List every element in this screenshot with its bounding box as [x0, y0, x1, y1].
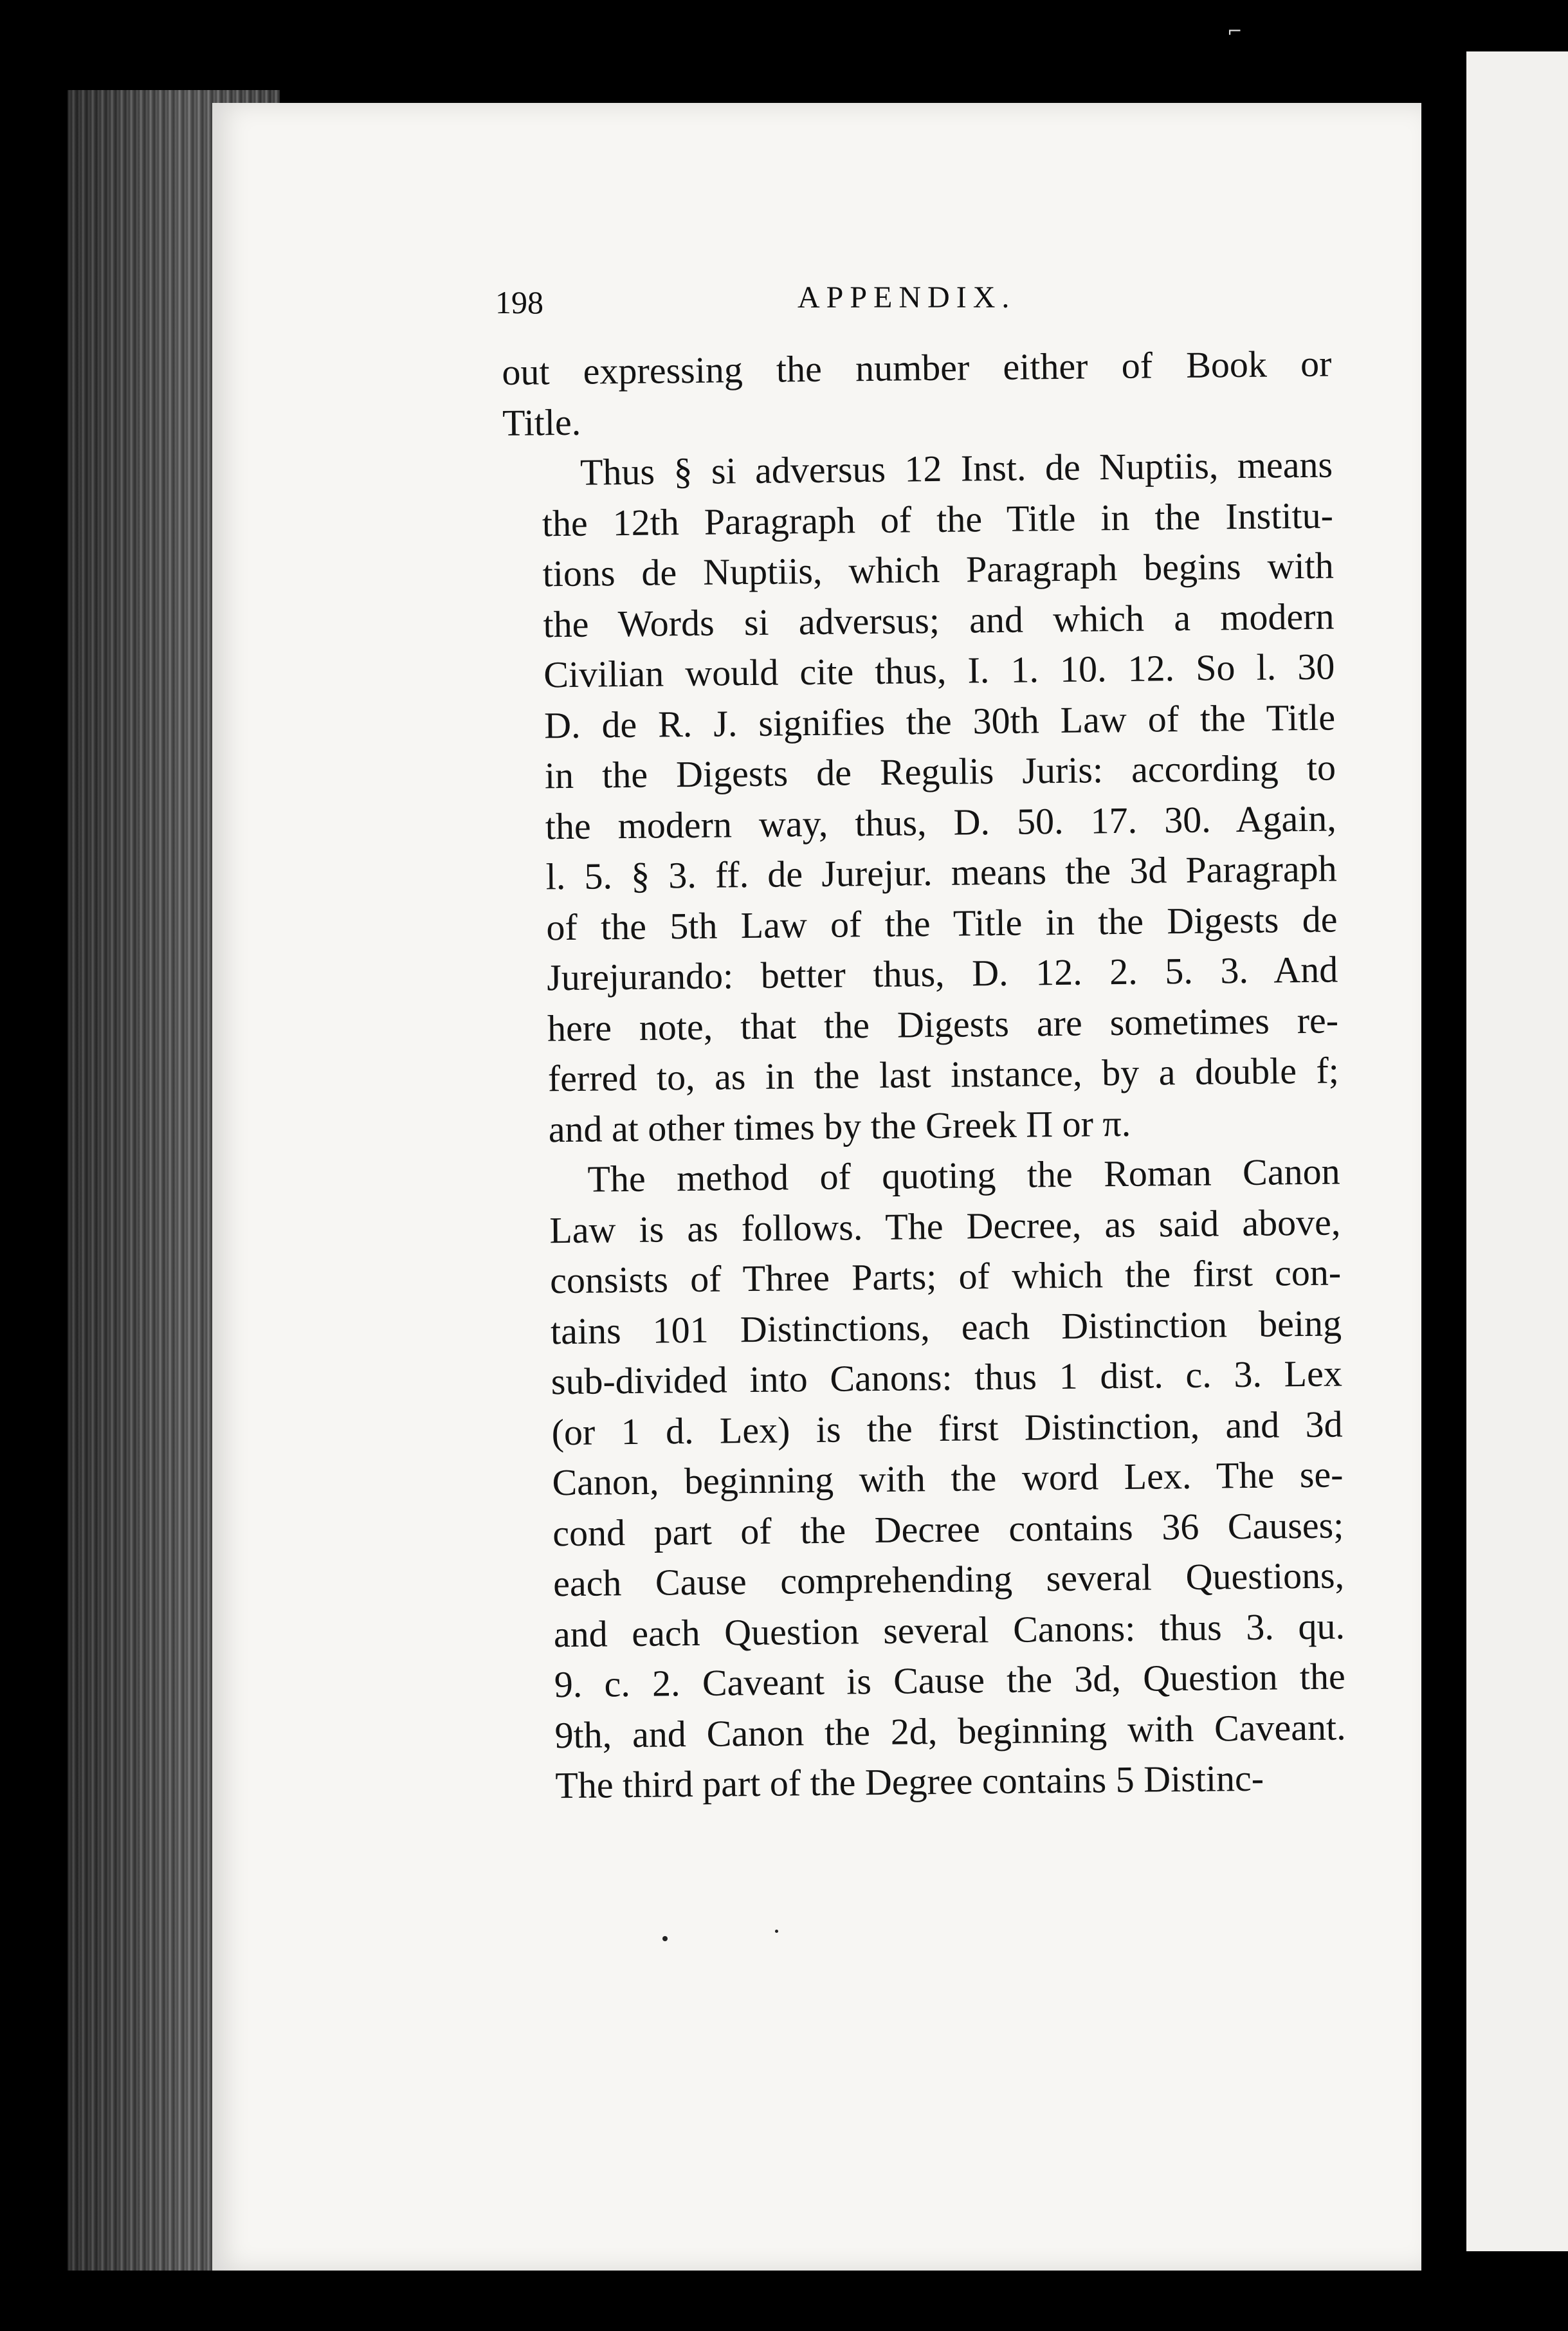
text-line: l. 5. § 3. ff. de Jurejur. means the 3d Paragraph: [545, 847, 1337, 898]
text-line: in the Digests de Regulis Juris: according to: [544, 746, 1336, 797]
text-line: Canon, beginning with the word Lex. The se-: [552, 1453, 1344, 1504]
body-text: [502, 338, 1347, 1811]
text-line: the Words si adversus; and which a modern: [543, 594, 1335, 645]
facing-page-edge: [1466, 51, 1568, 2251]
paragraph: [510, 1146, 1347, 1811]
paragraph: [502, 338, 1333, 448]
text-line: the modern way, thus, D. 50. 17. 30. Again,: [545, 796, 1337, 847]
page-number: 198: [495, 284, 543, 320]
text-line: The third part of the Degree contains 5 Distinc-: [555, 1757, 1264, 1807]
text-line: ferred to, as in the last instance, by a double f;: [547, 1049, 1340, 1100]
text-line: the 12th Paragraph of the Title in the Institu-: [542, 493, 1334, 544]
text-line: Thus § si adversus 12 Inst. de Nuptiis, means: [579, 443, 1333, 493]
text-line: tains 101 Distinctions, each Distinction being: [550, 1301, 1342, 1352]
text-line: 9. c. 2. Caveant is Cause the 3d, Question the: [554, 1655, 1346, 1706]
text-line: consists of Three Parts; of which the first con-: [549, 1251, 1342, 1302]
text-line: of the 5th Law of the Title in the Digests de: [546, 897, 1338, 948]
text-line: The method of quoting the Roman Canon: [587, 1150, 1340, 1200]
text-line: each Cause comprehending several Questions,: [552, 1554, 1345, 1605]
text-line: cond part of the Decree contains 36 Causes;: [552, 1503, 1344, 1554]
text-line: D. de R. J. signifies the 30th Law of the Title: [543, 695, 1336, 746]
text-line: tions de Nuptiis, which Paragraph begins with: [542, 544, 1334, 595]
text-line: here note, that the Digests are sometimes re-: [547, 998, 1339, 1049]
text-line: out expressing the number either of Book or: [502, 342, 1332, 393]
text-line: and each Question several Canons: thus 3. qu.: [553, 1604, 1345, 1655]
corner-mark: ⌐: [1227, 21, 1243, 42]
text-line: 9th, and Canon the 2d, beginning with Caveant.: [554, 1705, 1346, 1756]
text-line: Jurejurando: better thus, D. 12. 2. 5. 3. And: [546, 948, 1338, 999]
book-gutter: [1421, 51, 1466, 2277]
text-line: Law is as follows. The Decree, as said above,: [549, 1200, 1341, 1251]
paragraph: [503, 439, 1340, 1155]
text-line: Title.: [502, 401, 581, 444]
ink-speck: [662, 1936, 668, 1941]
page-header: [495, 280, 1312, 325]
text-line: (or 1 d. Lex) is the first Distinction, and 3d: [551, 1402, 1343, 1453]
running-head: APPENDIX.: [798, 280, 1016, 315]
text-line: sub-divided into Canons: thus 1 dist. c. 3. Lex: [551, 1352, 1343, 1403]
ink-speck: [775, 1930, 778, 1933]
text-line: Civilian would cite thus, I. 1. 10. 12. So l. 30: [543, 645, 1335, 696]
text-line: and at other times by the Greek Π or π.: [548, 1102, 1131, 1150]
